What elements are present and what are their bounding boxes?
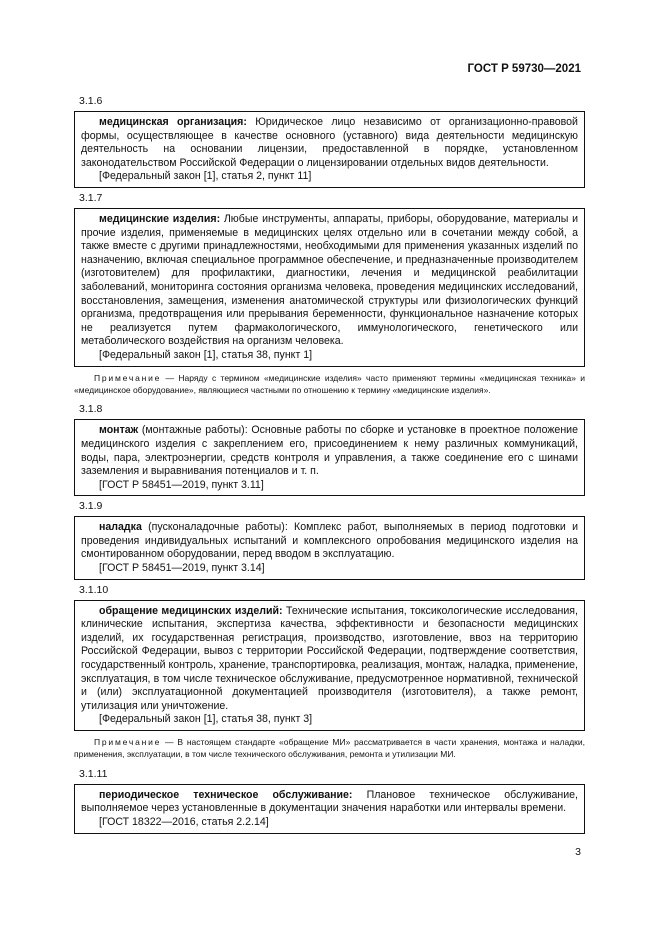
entry-3-1-7 [74,192,585,396]
definition-box [74,111,585,188]
entry-number: 3.1.10 [79,583,109,596]
note-text: — В настоящем стандарте «обращение МИ» рассматривается в части хранения, монтажа и наладки, применения, эксплуатации, в том числе технического обслуживания, ремонта и утилизации МИ. [74,737,585,760]
term-definition: Плановое техническое обслуживание, выполняемое через установленные в документации значения наработки или интервалы времени. [81,788,578,815]
term-source: [ГОСТ Р 58451—2019, пункт 3.14] [99,562,265,575]
term-source: [ГОСТ Р 58451—2019, пункт 3.11] [99,478,264,491]
definition-box [74,516,585,579]
term-definition: (монтажные работы): Основные работы по сборке и установке в проектное положение медицинского изделия с закреплением его, присоединением к нему различных коммуникаций, воды, пара, электроэнергии, средств контроля и управления, а также соединение его с шинами заземления и выравнивания потенциалов и т. п. [81,424,578,478]
term-name: медицинские изделия: [99,212,221,225]
term-name: периодическое техническое обслуживание: [99,788,353,801]
note [74,736,585,761]
note-text: — Наряду с термином «медицинские изделия» часто применяют термины «медицинская техника» и «медицинское оборудование», являющиеся частными по отношению к термину «медицинские изделия». [74,372,585,395]
entry-number: 3.1.9 [79,500,103,513]
term-definition: (пусконаладочные работы): Комплекс работ, выполняемых в период подготовки и проведения индивидуальных испытаний и комплексного опробования медицинского изделия на смонтированном оборудовании, перед вводом в эксплуатацию. [81,521,578,561]
definition-box [74,600,585,731]
term-name: медицинская организация: [99,116,247,128]
document-code: ГОСТ Р 59730—2021 [467,63,581,75]
definition-box [74,208,585,367]
entry-number: 3.1.6 [79,95,103,107]
term-source: [Федеральный закон [1], статья 38, пункт 3] [99,713,313,726]
term-name: монтаж [99,424,139,437]
term-definition: Любые инструменты, аппараты, приборы, оборудование, материалы и прочие изделия, применяемые в медицинских целях отдельно или в сочетании между собой, а также вместе с другими принадлежностями, необходимыми для применения указанных изделий по назначению, включая специальное программное обеспечение, и предназначенные производителем (изготовителем) для профилактики, диагностики, лечения и медицинской реабилитации заболеваний, мониторинга состояния организма человека, проведения медицинских исследований, восстановления, замещения, изменения анатомической структуры или физиологических функций организма, предотвращения или прерывания беременности, функциональное назначение которых не реализуется путем фармакологического, иммунологического, генетического или метаболического воздействия на организм человека. [81,212,578,348]
term-definition: Технические испытания, токсикологические исследования, клинические испытания, экспертиза качества, эффективности и безопасности медицинских изделий, их государственная регистрация, производство, изготовление, ввоз на территорию Российской Федерации, вывоз с территории Российской Федерации, подтверждение соответствия, государственный контроль, хранение, транспортировка, реализация, монтаж, наладка, применение, эксплуатация, в том числе техническое обслуживание, предусмотренное нормативной, технической и (или) эксплуатационной документацией производителя (изготовителя), а также ремонт, утилизация или уничтожение. [81,604,578,712]
term-source: [Федеральный закон [1], статья 38, пункт 1] [99,348,313,361]
term-name: наладка [99,521,142,534]
entry-3-1-10 [74,584,585,761]
page-number: 3 [575,846,581,858]
term-definition: Юридическое лицо независимо от организационно-правовой формы, осуществляющее в качестве основного (уставного) вида деятельности медицинскую деятельность на основании лицензии, предоставленной в порядке, установленном законодательством Российской Федерации о лицензировании отдельных видов деятельности. [81,116,578,169]
note [74,372,585,397]
terms-section [74,95,585,838]
term-source: [ГОСТ 18322—2016, статья 2.2.14] [99,816,269,828]
term-source: [Федеральный закон [1], статья 2, пункт 11] [99,170,312,183]
entry-number: 3.1.8 [79,403,103,416]
term-name: обращение медицинских изделий: [99,604,283,617]
entry-3-1-9 [74,500,585,579]
note-label: Примечание [94,737,162,747]
entry-number: 3.1.11 [79,767,108,780]
entry-number: 3.1.7 [79,191,103,204]
entry-3-1-11 [74,768,585,834]
entry-3-1-6 [74,95,585,188]
definition-box [74,784,585,834]
definition-box [74,419,585,496]
entry-3-1-8 [74,403,585,496]
note-label: Примечание [94,372,162,383]
